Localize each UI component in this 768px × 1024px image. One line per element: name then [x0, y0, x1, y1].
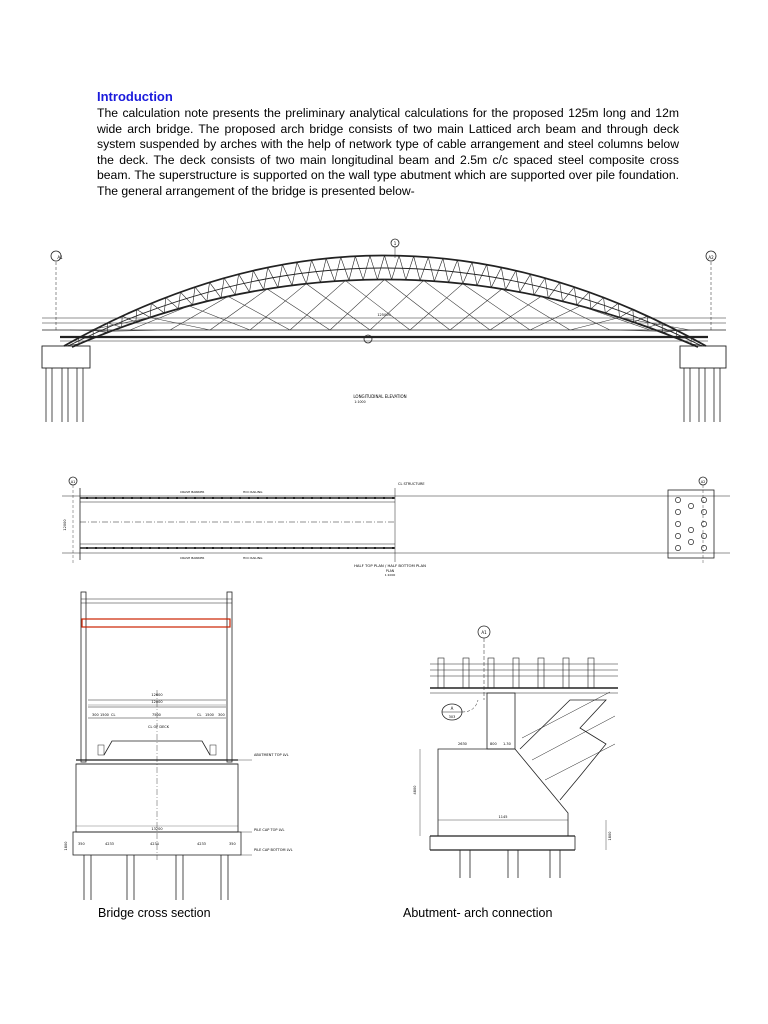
- railing-post: [488, 658, 494, 688]
- lattice-member: [166, 298, 179, 309]
- plan-mark: [311, 497, 313, 499]
- railing-post: [438, 658, 444, 688]
- plan-mark: [311, 547, 313, 549]
- plan-mark: [131, 547, 133, 549]
- elevation-scale: 1:1000: [354, 400, 366, 404]
- plan-mark: [302, 547, 304, 549]
- cross-pile-spacing-4: 4233: [197, 842, 206, 846]
- plan-mark: [230, 547, 232, 549]
- plan-mark: [122, 547, 124, 549]
- plan-note-3: CRASH BARRIER: [180, 556, 205, 560]
- cross-cap-width: 13200: [151, 827, 163, 831]
- lattice-member: [253, 271, 263, 290]
- plan-mark: [248, 547, 250, 549]
- plan-mark: [392, 547, 394, 549]
- plan-mark: [329, 547, 331, 549]
- plan-mark: [104, 547, 106, 549]
- cable: [450, 289, 502, 330]
- plan-mark: [329, 497, 331, 499]
- pile-circle: [701, 521, 706, 526]
- pile-circle: [688, 527, 693, 532]
- cross-pile-spacing-2: 4233: [105, 842, 114, 846]
- abutment-section-top: A: [450, 706, 454, 711]
- cable: [490, 296, 541, 330]
- cross-dim-top-1: 12600: [151, 693, 163, 697]
- abutment-section-bottom: 303: [448, 715, 456, 719]
- pile-circle: [675, 497, 680, 502]
- lattice-member: [377, 256, 384, 280]
- cross-section-drawing: [73, 592, 252, 900]
- plan-mark: [140, 547, 142, 549]
- plan-mark: [104, 497, 106, 499]
- plan-mark: [95, 547, 97, 549]
- lattice-member: [210, 282, 221, 298]
- plan-mark: [257, 497, 259, 499]
- lattice-member: [691, 338, 692, 344]
- railing-post: [513, 658, 519, 688]
- lattice-member: [577, 292, 589, 305]
- plan-mark: [185, 547, 187, 549]
- plan-mark: [275, 547, 277, 549]
- plan-mark: [239, 547, 241, 549]
- plan-mark: [320, 547, 322, 549]
- plan-cross-beam-marks: [86, 497, 394, 549]
- plan-drawing: [62, 477, 730, 565]
- pile-circle: [675, 533, 680, 538]
- plan-mark: [293, 497, 295, 499]
- pile-circle: [701, 533, 706, 538]
- elevation-title: LONGITUDINAL ELEVATION: [353, 394, 407, 399]
- plan-mark: [383, 547, 385, 549]
- plan-mark: [140, 497, 142, 499]
- plan-mark: [320, 497, 322, 499]
- plan-pile-circles: [675, 497, 706, 550]
- abutment-dim-2: 800: [490, 742, 497, 746]
- cross-cap-top-label: PILE CAP TOP LVL: [254, 828, 285, 832]
- cross-dim-mid-6: 1500: [205, 713, 214, 717]
- plan-note-4: HCC RAILING: [243, 556, 263, 560]
- plan-mark: [194, 547, 196, 549]
- plan-axis-right: A2: [700, 480, 706, 484]
- plan-mark: [212, 497, 214, 499]
- pile-circle: [688, 503, 693, 508]
- plan-mark: [86, 547, 88, 549]
- pile-circle: [701, 509, 706, 514]
- plan-mark: [365, 547, 367, 549]
- lattice-member: [506, 271, 516, 290]
- abutment-caption: Abutment- arch connection: [403, 906, 553, 920]
- plan-mark: [194, 497, 196, 499]
- cross-abutment-label: ABUTMENT TOP LVL: [254, 753, 289, 757]
- plan-subtitle: PLAN: [385, 569, 395, 573]
- plan-mark: [176, 497, 178, 499]
- cable: [267, 289, 330, 330]
- elevation-mid-dim: 125000: [377, 313, 391, 317]
- plan-cl-label: CL STRUCTURE: [398, 482, 425, 486]
- pile-circle: [701, 497, 706, 502]
- plan-mark: [248, 497, 250, 499]
- cable: [290, 281, 345, 330]
- lattice-member: [548, 282, 559, 298]
- railing-post: [563, 658, 569, 688]
- plan-mark: [356, 497, 358, 499]
- abutment-base-dim: 1145: [498, 815, 508, 819]
- cross-dim-mid-3: CL: [111, 713, 116, 717]
- plan-mark: [113, 547, 115, 549]
- plan-mark: [257, 547, 259, 549]
- plan-mark: [365, 497, 367, 499]
- plan-mark: [221, 497, 223, 499]
- pile-circle: [701, 545, 706, 550]
- intro-paragraph: The calculation note presents the preliminary analytical calculations for the proposed 125m long and 12m wide arch bridge. The proposed arch bridge consists of two main Latticed arch beam and through deck system suspended by arches with the help of network type of cable arrangement and steel columns below the deck. The deck consists of two main longitudinal beam and 2.5m c/c spaced steel composite cross beam. The superstructure is supported on the wall type abutment which are supported over pile foundation. The general arrangement of the bridge is presented below-: [97, 106, 679, 198]
- plan-mark: [212, 547, 214, 549]
- cross-section-caption: Bridge cross section: [98, 906, 211, 920]
- plan-mark: [158, 497, 160, 499]
- cross-cap-depth: 1800: [64, 841, 68, 851]
- abutment-height-dim: 4800: [413, 785, 417, 795]
- plan-mark: [167, 547, 169, 549]
- pile-circle: [675, 545, 680, 550]
- elevation-axis-left: A1: [57, 255, 63, 260]
- abutment-cap-dim: 1800: [608, 831, 612, 841]
- plan-note-2: HCC RAILING: [243, 490, 263, 494]
- pile-circle: [675, 521, 680, 526]
- elevation-section-mark: 1: [393, 241, 397, 246]
- plan-mark: [221, 547, 223, 549]
- abutment-dim-3: 1.30: [503, 742, 511, 746]
- plan-mark: [185, 497, 187, 499]
- pile-circle: [675, 509, 680, 514]
- plan-mark: [95, 497, 97, 499]
- plan-mark: [158, 547, 160, 549]
- lattice-member: [605, 303, 618, 313]
- cross-deck-label: CL OF DECK: [148, 725, 170, 729]
- plan-width-dim: 12000: [63, 519, 67, 531]
- cross-dim-mid-7: 300: [218, 713, 225, 717]
- plan-mark: [86, 497, 88, 499]
- cable: [424, 281, 490, 330]
- railing-post: [538, 658, 544, 688]
- railing-post: [463, 658, 469, 688]
- plan-mark: [347, 547, 349, 549]
- plan-mark: [131, 497, 133, 499]
- cross-dim-mid-4: 7500: [152, 713, 161, 717]
- plan-mark: [284, 497, 286, 499]
- plan-mark: [203, 497, 205, 499]
- lattice-member: [563, 287, 575, 301]
- lattice-member: [534, 278, 545, 295]
- cross-dim-mid-2: 1500: [100, 713, 109, 717]
- plan-title: HALF TOP PLAN / HALF BOTTOM PLAN: [354, 563, 426, 568]
- plan-mark: [149, 547, 151, 549]
- cable: [570, 317, 620, 330]
- plan-mark: [356, 547, 358, 549]
- plan-mark: [266, 497, 268, 499]
- railing-post: [588, 658, 594, 688]
- lattice-member: [137, 310, 150, 318]
- pile-circle: [688, 539, 693, 544]
- plan-axis-left: A1: [70, 480, 76, 484]
- plan-mark: [284, 547, 286, 549]
- plan-mark: [122, 497, 124, 499]
- plan-mark: [230, 497, 232, 499]
- elevation-axis-right: A2: [708, 255, 714, 260]
- cross-dim-mid-5: CL: [197, 713, 202, 717]
- plan-note-1: CRASH BARRIER: [180, 490, 205, 494]
- plan-mark: [239, 497, 241, 499]
- plan-mark: [338, 547, 340, 549]
- section-heading: Introduction: [97, 89, 173, 104]
- plan-mark: [293, 547, 295, 549]
- cable: [210, 289, 267, 330]
- cross-pile-spacing-5: 350: [229, 842, 236, 846]
- lattice-member: [79, 338, 80, 344]
- plan-mark: [203, 547, 205, 549]
- lattice-member: [224, 278, 235, 295]
- abutment-dim-1: 2630: [458, 742, 467, 746]
- plan-mark: [176, 547, 178, 549]
- plan-mark: [374, 547, 376, 549]
- cable: [170, 296, 228, 330]
- cross-dim-mid-1: 300: [92, 713, 99, 717]
- abutment-axis-label: A1: [481, 630, 487, 635]
- cable: [385, 280, 451, 331]
- cross-dim-top-2: 12000: [151, 700, 163, 704]
- lattice-member: [195, 287, 207, 301]
- plan-mark: [347, 497, 349, 499]
- cross-cap-bottom-label: PILE CAP BOTTOM LVL: [254, 848, 293, 852]
- abutment-railing-posts: [438, 658, 594, 688]
- cross-pile-spacing-1: 350: [78, 842, 85, 846]
- plan-mark: [266, 547, 268, 549]
- plan-mark: [149, 497, 151, 499]
- cable: [150, 317, 210, 330]
- lattice-member: [180, 292, 192, 305]
- plan-mark: [374, 497, 376, 499]
- plan-mark: [113, 497, 115, 499]
- lattice-member: [520, 274, 531, 292]
- lattice-member: [385, 256, 392, 280]
- lattice-member: [151, 303, 164, 313]
- plan-scale: 1:1000: [384, 573, 396, 577]
- plan-mark: [302, 497, 304, 499]
- plan-mark: [383, 497, 385, 499]
- plan-mark: [338, 497, 340, 499]
- cross-pile-spacing-3: 4234: [150, 842, 159, 846]
- lattice-member: [239, 274, 250, 292]
- plan-mark: [275, 497, 277, 499]
- lattice-member: [620, 310, 633, 318]
- plan-mark: [167, 497, 169, 499]
- plan-mark: [392, 497, 394, 499]
- lattice-member: [591, 298, 604, 309]
